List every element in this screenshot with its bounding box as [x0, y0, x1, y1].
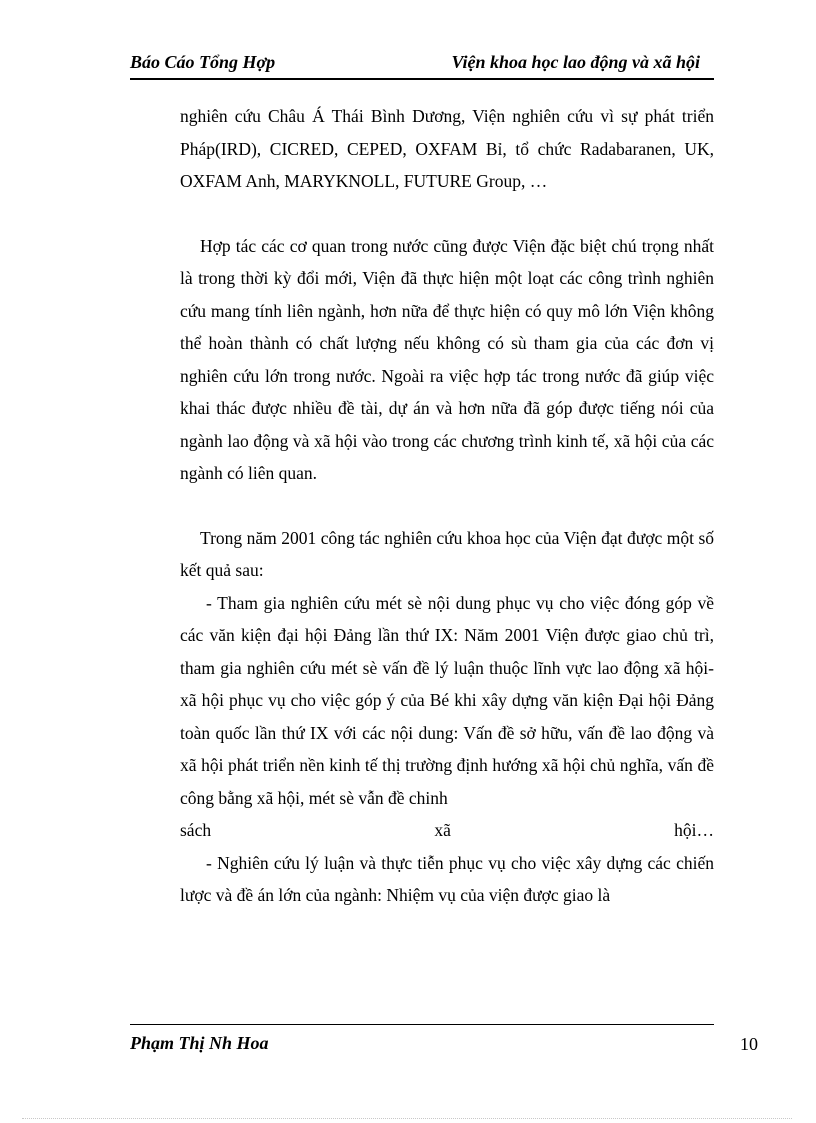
header-institute-name: Viện khoa học lao động và xã hội — [451, 52, 700, 72]
word-sach: sách — [180, 820, 212, 840]
footer-author: Phạm Thị Nh Hoa — [130, 1033, 269, 1053]
page-bottom-border — [22, 1118, 792, 1119]
list-item-strategy-research: - Nghiên cứu lý luận và thực tiễn phục vụ cho việc xây dựng các chiến lược và đề án lớn của ngành: Nhiệm vụ của viện được giao là — [180, 852, 714, 905]
paragraph-partners: nghiên cứu Châu Á Thái Bình Dương, Viện nghiên cứu vì sự phát triển Pháp(IRD), CICRED, CEPED, OXFAM Bỉ, tổ chức Radabaranen, UK, OXFAM Anh, MARYKNOLL, FUTURE Group, … — [180, 106, 714, 191]
document-body — [180, 100, 714, 912]
list-item-party-congress: - Tham gia nghiên cứu mét sè nội dung phục vụ cho việc đóng góp về các văn kiện đại hội Đảng lần thứ IX: Năm 2001 Viện được giao chủ trì, tham gia nghiên cứu mét sè vấn đề lý luận thuộc lĩnh vực lao động xã hội- xã hội phục vụ cho việc góp ý của Bé khi xây dựng văn kiện Đại hội Đảng toàn quốc lần thứ IX với các nội dung: Vấn đề sở hữu, vấn đề lao động và xã hội phát triển nền kinh tế thị trường định hướng xã hội chủ nghĩa, vấn đề công bằng xã hội, mét sè vẫn đề chinh — [180, 592, 714, 808]
page-number: 10 — [740, 1034, 758, 1054]
justified-last-line — [180, 814, 714, 847]
page-header — [130, 50, 714, 80]
paragraph-domestic-cooperation: Hợp tác các cơ quan trong nước cũng được Viện đặc biệt chú trọng nhất là trong thời kỳ đổi mới, Viện đã thực hiện một loạt các công trình nghiên cứu mang tính liên ngành, hơn nữa để thực hiện có quy mô lớn Viện không thể hoàn thành có chất lượng nếu không có sù tham gia của các đơn vị nghiên cứu lớn trong nước. Ngoài ra việc hợp tác trong nước đã giúp việc khai thác được nhiều đề tài, dự án và hơn nữa đã góp được tiếng nói của ngành lao động và xã hội vào trong các chương trình kinh tế, xã hội của các ngành có liên quan. — [180, 235, 714, 483]
word-xa: xã — [434, 820, 451, 840]
footer-divider — [130, 1024, 714, 1025]
word-hoi: hội… — [674, 820, 714, 840]
paragraph-2001-results: Trong năm 2001 công tác nghiên cứu khoa học của Viện đạt được một số kết quả sau: — [180, 527, 714, 580]
header-report-title: Báo Cáo Tổng Hợp — [130, 52, 276, 72]
